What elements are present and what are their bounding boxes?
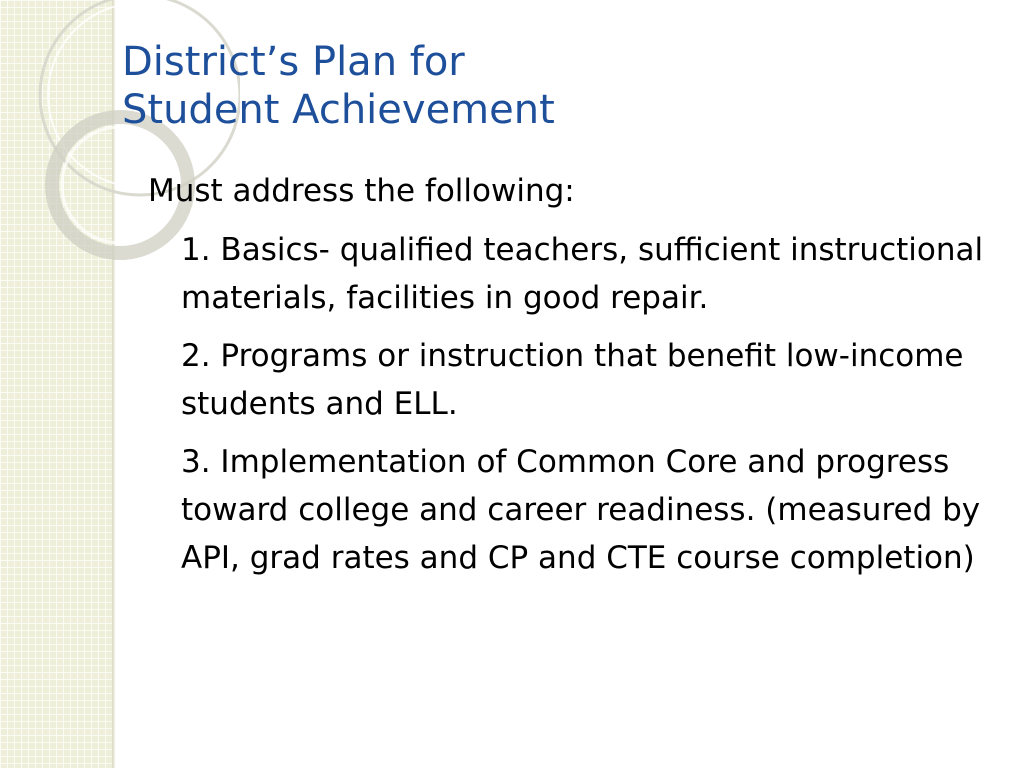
list-item-1: 1. Basics- qualified teachers, sufficient instructional materials, facilities in good repair. bbox=[181, 232, 984, 316]
slide-title bbox=[122, 38, 1002, 134]
list-item-2: 2. Programs or instruction that benefit low-income students and ELL. bbox=[181, 338, 964, 422]
slide-body bbox=[148, 168, 998, 592]
list-item-3: 3. Implementation of Common Core and progress toward college and career readiness. (measured by API, grad rates and CP and CTE course completion) bbox=[181, 444, 981, 576]
title-line-1: District’s Plan for bbox=[122, 39, 465, 85]
intro-text: Must address the following: bbox=[148, 173, 575, 209]
title-line-2: Student Achievement bbox=[122, 87, 555, 133]
